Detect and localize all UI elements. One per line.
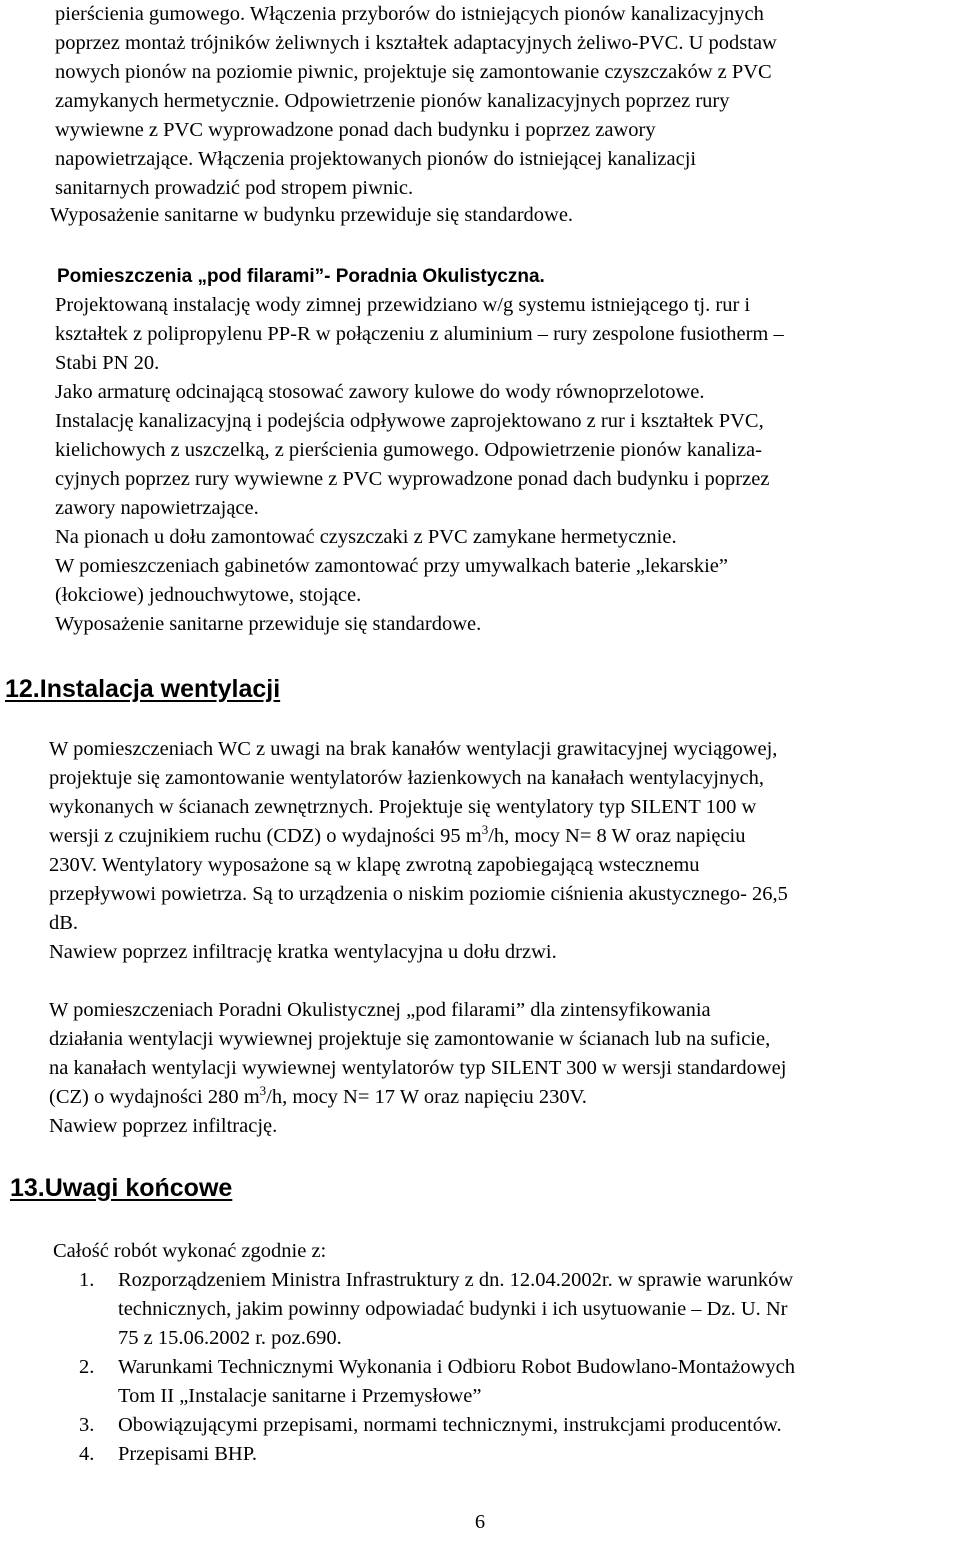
equipment-paragraph: Wyposażenie sanitarne przewiduje się standardowe.	[55, 613, 482, 635]
equipment-line: Wyposażenie sanitarne w budynku przewiduje się standardowe.	[50, 204, 574, 226]
clinic-supply-air-line: Nawiew poprzez infiltrację.	[49, 1115, 278, 1137]
top-paragraph: pierścienia gumowego. Włączenia przyborów do istniejących pionów kanalizacyjnych poprzez montaż trójników żeliwnych i kształtek adaptacyjnych żeliwo-PVC. U podstaw nowych pionów na poziomie piwnic, projektuje się zamontowanie czyszczaków z PVC zamykanych hermetycznie. Odpowietrzenie pionów kanalizacyjnych poprzez rury wywiewne z PVC wyprowadzone ponad dach budynku i poprzez zawory napowietrzające. Włączenia projektowanych pionów do istniejącej kanalizacji sanitarnych prowadzić pod stropem piwnic.	[55, 3, 777, 199]
page-number: 6	[474, 1511, 486, 1533]
list-item-number: 1.	[79, 1269, 95, 1291]
wc-supply-air-line: Nawiew poprzez infiltrację kratka wentylacyjna u dołu drzwi.	[49, 941, 557, 963]
list-item	[53, 1411, 958, 1440]
clinic-section	[55, 291, 935, 639]
list-item-text: Rozporządzeniem Ministra Infrastruktury z dn. 12.04.2002r. w sprawie warunków technicznych, jakim powinny odpowiadać budynki i ich usytuowanie – Dz. U. Nr 75 z 15.06.2002 r. poz.690.	[118, 1269, 794, 1349]
wc-ventilation-text-b: /h, mocy N= 8 W oraz napięciu 230V. Wentylatory wyposażone są w klapę zwrotną zapobiegającą wstecznemu przepływowi powietrza. Są to urządzenia o niskim poziomie ciśnienia akustycznego- 26,5 dB.	[49, 825, 788, 934]
list-item-text: Warunkami Technicznymi Wykonania i Odbioru Robot Budowlano-Montażowych Tom II „Instalacje sanitarne i Przemysłowe”	[118, 1356, 795, 1407]
clinic-ventilation-text-b: /h, mocy N= 17 W oraz napięciu 230V.	[266, 1086, 587, 1108]
clinic-ventilation-text-a: W pomieszczeniach Poradni Okulistycznej „pod filarami” dla zintensyfikowania działania wentylacji wywiewnej projektuje się zamontowanie w ścianach lub na suficie, na kanałach wentylacji wywiewnej wentylatorów typ SILENT 300 w wersji standardowej (CZ) o wydajności 280 m	[49, 999, 787, 1108]
valves-paragraph: Jako armaturę odcinającą stosować zawory kulowe do wody równoprzelotowe.	[55, 381, 705, 403]
cleanouts-paragraph: Na pionach u dołu zamontować czyszczaki z PVC zamykane hermetycznie.	[55, 526, 677, 548]
sewage-paragraph: Instalację kanalizacyjną i podejścia odpływowe zaprojektowano z rur i kształtek PVC, kielichowych z uszczelką, z pierścienia gumowego. Odpowietrzenie pionów kanaliza- cyjnych poprzez rury wywiewne z PVC wyprowadzone ponad dach budynku i poprzez zawory napowietrzające.	[55, 410, 770, 519]
list-item-text: Obowiązującymi przepisami, normami technicznymi, instrukcjami producentów.	[118, 1414, 782, 1436]
clinic-ventilation-paragraph	[49, 996, 939, 1141]
clinic-ventilation-unit-exponent: 3	[259, 1083, 267, 1098]
clinic-subheading: Pomieszczenia „pod filarami”- Poradnia Okulistyczna.	[57, 266, 545, 287]
final-remarks-intro: Całość robót wykonać zgodnie z:	[53, 1240, 327, 1262]
cold-water-paragraph: Projektowaną instalację wody zimnej przewidziano w/g systemu istniejącego tj. rur i kształtek z polipropylenu PP-R w połączeniu z aluminium – rury zespolone fusiotherm – Stabi PN 20.	[55, 294, 784, 374]
list-item-text: Przepisami BHP.	[118, 1443, 257, 1465]
list-item-number: 3.	[79, 1414, 95, 1436]
wc-ventilation-text-a: W pomieszczeniach WC z uwagi na brak kanałów wentylacji grawitacyjnej wyciągowej, projektuje się zamontowanie wentylatorów łazienkowych na kanałach wentylacyjnych, wykonanych w ścianach zewnętrznych. Projektuje się wentylatory typ SILENT 100 w wersji z czujnikiem ruchu (CDZ) o wydajności 95 m	[49, 738, 778, 847]
final-remarks-list	[53, 1266, 958, 1469]
list-item-number: 4.	[79, 1443, 95, 1465]
section-13-heading: 13.Uwagi końcowe	[10, 1174, 233, 1202]
list-item	[53, 1353, 958, 1411]
wc-ventilation-paragraph	[49, 735, 939, 967]
faucets-paragraph: W pomieszczeniach gabinetów zamontować przy umywalkach baterie „lekarskie” (łokciowe) jednouchwytowe, stojące.	[55, 555, 728, 606]
wc-ventilation-unit-exponent: 3	[481, 822, 489, 837]
list-item	[53, 1266, 958, 1353]
section-12-heading: 12.Instalacja wentylacji	[5, 675, 281, 703]
list-item	[53, 1440, 958, 1469]
list-item-number: 2.	[79, 1356, 95, 1378]
